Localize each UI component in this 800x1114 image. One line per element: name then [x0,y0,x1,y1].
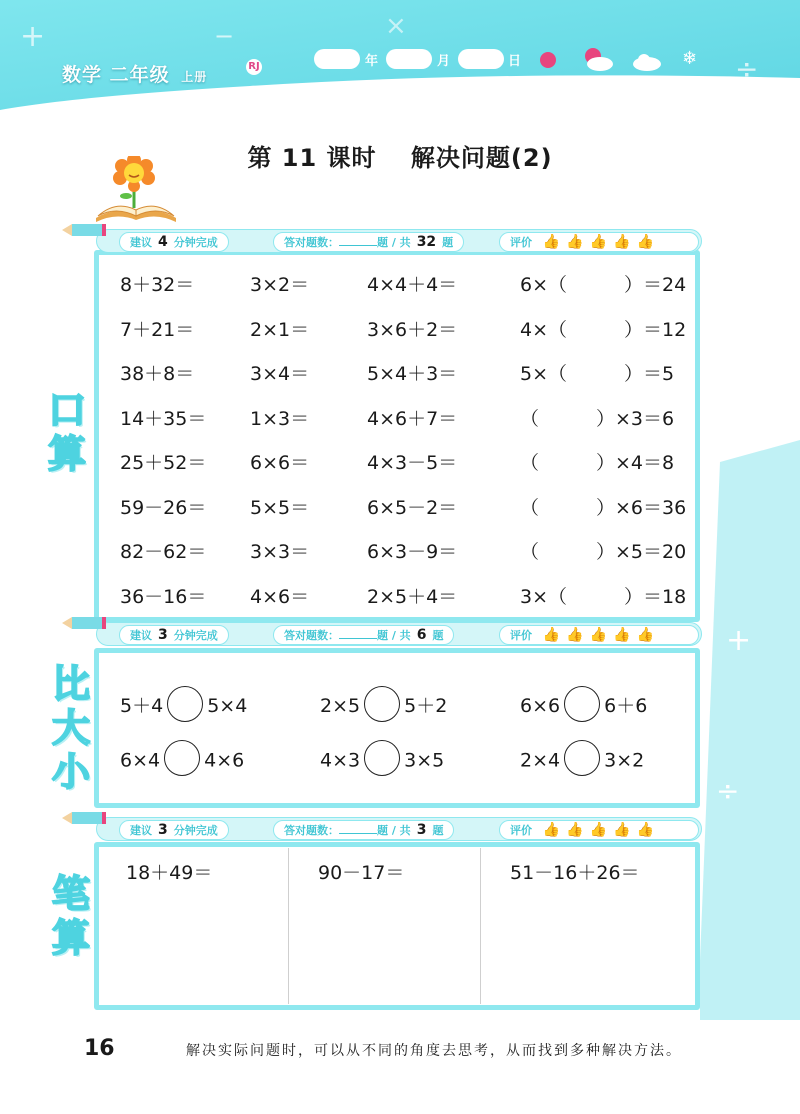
oral-item: （ ）×4＝8 [520,452,675,474]
oral-item: 6×5－2＝ [367,496,458,519]
oral-item: 59－26＝ [120,496,207,519]
answer-circle[interactable] [164,740,200,776]
oral-item: 3×（ ）＝18 [520,585,687,608]
grade-label: 二年级 [109,64,170,86]
thumbs-up-icons[interactable]: 👍👍👍👍👍 [532,627,661,643]
svg-text:+: + [20,19,46,54]
oral-item: 6×3－9＝ [367,541,458,563]
written-problem: 51－16＋26＝ [510,862,640,884]
oral-item: （ ）×3＝6 [520,407,675,430]
time-suggestion: 建议 4 分钟完成 [119,232,229,252]
work-area[interactable] [490,890,690,1000]
side-label-char: 比 [52,662,91,706]
oral-calc-column [250,270,309,626]
oral-item: 2×5＋4＝ [367,585,458,608]
footer-tip: 解决实际问题时，可以从不同的角度去思考，从而找到多种解决方法。 [186,1043,682,1059]
year-label: 年 [365,54,379,69]
oral-item: （ ）×6＝36 [520,496,687,519]
score-blank[interactable] [339,628,377,639]
compare-item: 4×3 3×5 [320,746,444,776]
compare-item: 6×6 6＋6 [520,691,647,722]
year-field[interactable] [314,49,360,69]
oral-item: 3×2＝ [250,274,310,296]
written-problem: 90－17＝ [318,862,405,884]
oral-calc-column [367,270,457,626]
svg-text:÷: ÷ [716,774,740,807]
oral-item: 25＋52＝ [120,452,207,474]
subject-label: 数学 [62,64,103,86]
evaluation-box: 评价 👍👍👍👍👍 [499,820,699,840]
lesson-title: 第 11 课时 解决问题(2) [247,144,553,172]
answer-circle[interactable] [564,686,600,722]
score-box: 答对题数： 题 / 共 3 题 [273,820,454,840]
time-suggestion: 建议 3 分钟完成 [119,625,229,645]
page-number: 16 [84,1036,115,1061]
oral-item: 38＋8＝ [120,363,195,385]
oral-item: 4×4＋4＝ [367,274,458,296]
oral-item: 3×3＝ [250,541,310,563]
oral-item: 14＋35＝ [120,407,207,430]
pencil-icon [62,812,106,824]
time-suggestion: 建议 3 分钟完成 [119,820,229,840]
written-problem: 18＋49＝ [126,862,213,884]
score-box: 答对题数： 题 / 共 6 题 [273,625,454,645]
oral-item: 5×5＝ [250,496,310,519]
oral-item: 82－62＝ [120,541,207,563]
written-calc-infobar [96,817,702,841]
day-field[interactable] [458,49,504,69]
edition-badge: RJ [246,59,262,75]
cloudy-icon[interactable] [582,46,614,72]
side-label-char: 算 [48,432,87,476]
oral-item: 36－16＝ [120,585,207,608]
flower-book-illustration [94,156,178,226]
column-divider [480,848,481,1004]
side-label-char: 算 [52,916,91,960]
work-area[interactable] [110,890,280,1000]
oral-item: 5×4＋3＝ [367,363,458,385]
volume-label: 上册 [181,70,208,84]
evaluation-box: 评价 👍👍👍👍👍 [499,232,699,252]
answer-circle[interactable] [167,686,203,722]
oral-item: 8＋32＝ [120,274,195,296]
oral-item: 4×6＋7＝ [367,407,458,430]
oral-item: 5×（ ）＝5 [520,363,675,385]
oral-item: 2×1＝ [250,318,310,341]
written-calc-side-label [52,872,102,960]
oral-item: 7＋21＝ [120,318,195,341]
compare-item: 5＋4 5×4 [120,691,247,722]
oral-item: 3×6＋2＝ [367,318,458,341]
oral-item: （ ）×5＝20 [520,541,687,563]
score-blank[interactable] [339,235,377,246]
oral-item: 3×4＝ [250,363,310,385]
oral-item: 6×6＝ [250,452,310,474]
svg-text:÷: ÷ [735,52,759,85]
thumbs-up-icons[interactable]: 👍👍👍👍👍 [532,234,661,250]
compare-infobar [96,622,702,646]
compare-item: 6×4 4×6 [120,746,244,776]
work-area[interactable] [298,890,468,1000]
column-divider [288,848,289,1004]
oral-item: 6×（ ）＝24 [520,274,687,296]
answer-circle[interactable] [364,740,400,776]
header-title [62,60,207,87]
svg-text:−: − [214,22,235,50]
pencil-icon [62,617,106,629]
compare-side-label [52,662,102,794]
answer-circle[interactable] [564,740,600,776]
day-label: 日 [508,54,522,69]
score-blank[interactable] [339,823,377,834]
oral-calc-column [120,270,206,626]
oral-item: 4×3－5＝ [367,452,458,474]
rain-icon[interactable] [644,60,664,76]
oral-calc-column [520,270,686,626]
compare-item: 2×4 3×2 [520,746,644,776]
side-label-char: 小 [52,750,91,794]
svg-text:+: + [726,623,752,658]
pencil-icon [62,224,106,236]
oral-calc-side-label [48,388,98,476]
compare-panel [94,648,700,808]
score-box: 答对题数： 题 / 共 32 题 [273,232,464,252]
oral-item: 4×（ ）＝12 [520,318,687,341]
sun-icon[interactable] [540,52,556,68]
oral-calc-infobar [96,229,702,253]
compare-item: 2×5 5＋2 [320,691,447,722]
oral-item: 1×3＝ [250,407,310,430]
month-field[interactable] [386,49,432,69]
side-label-char: 笔 [52,872,91,916]
answer-circle[interactable] [364,686,400,722]
side-decoration [700,440,800,1020]
oral-item: 4×6＝ [250,585,310,608]
evaluation-box: 评价 👍👍👍👍👍 [499,625,699,645]
month-label: 月 [437,54,451,69]
side-label-char: 大 [52,706,91,750]
thumbs-up-icons[interactable]: 👍👍👍👍👍 [532,822,661,838]
snowflake-icon[interactable]: ❄ [682,48,698,69]
svg-text:×: × [385,11,407,41]
side-label-char: 口 [48,388,87,432]
